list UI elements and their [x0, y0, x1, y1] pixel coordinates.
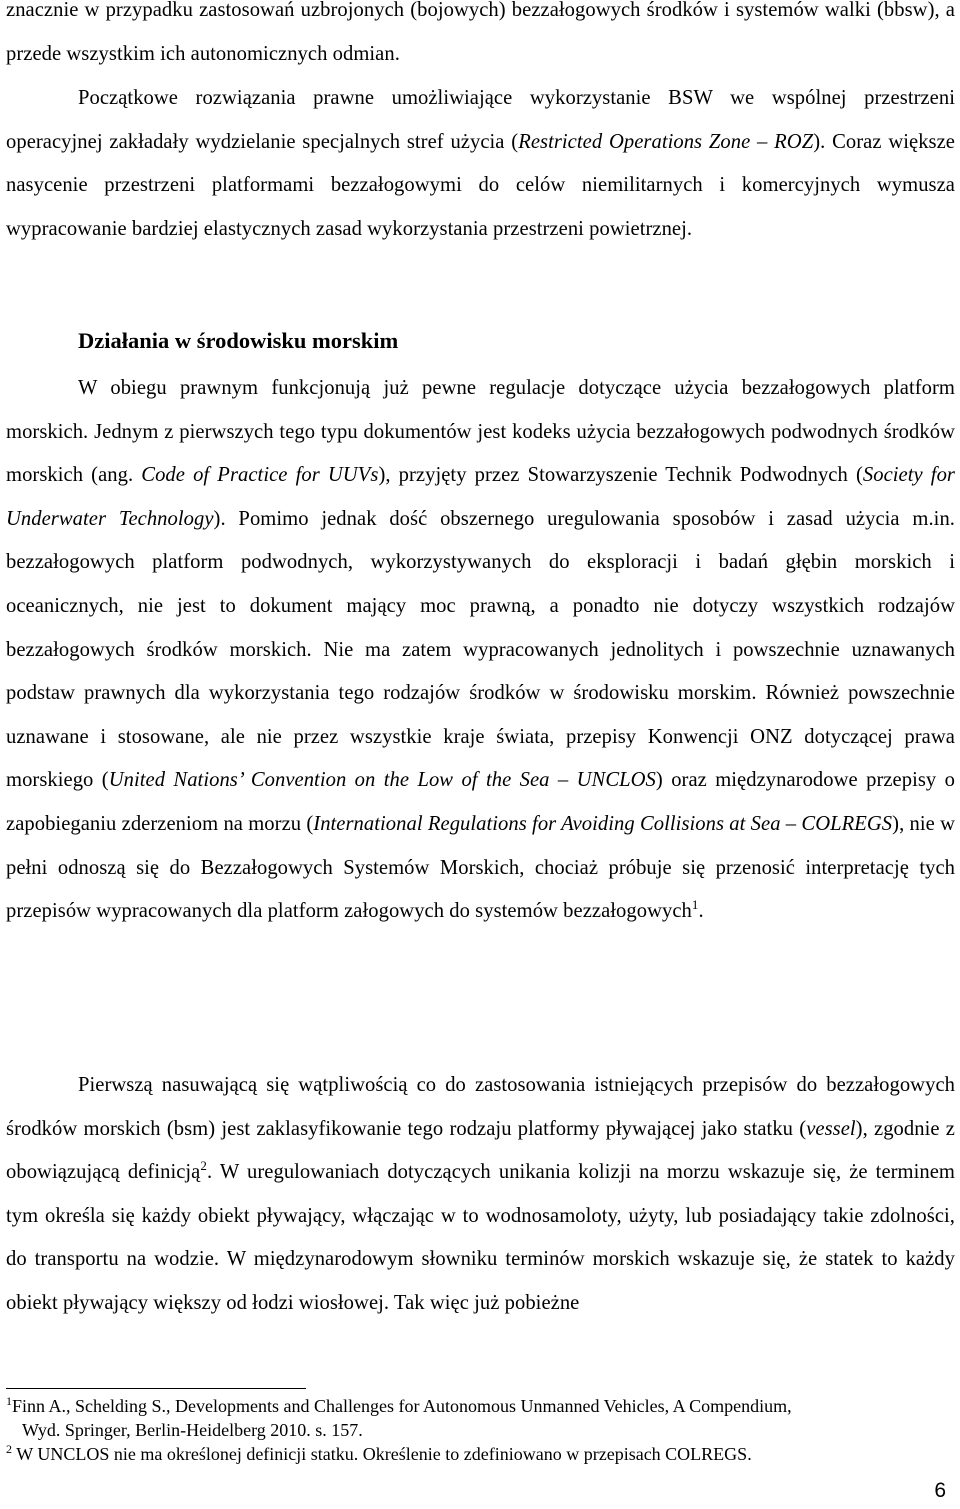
footnotes	[6, 1394, 955, 1466]
italic-term: United Nations’ Convention on the Low of the Sea – UNCLOS	[108, 769, 656, 792]
footnote-separator	[6, 1388, 306, 1389]
paragraph-text: . W uregulowaniach dotyczących unikania kolizji na morzu wskazuje się, że terminem tym określa się każdy obiekt pływający, włączając w to wodnosamoloty, użyty, lub posiadający takie zdolności, do transportu na wodzie. W międzynarodowym słowniku terminów morskich wskazuje się, że statek to każdy obiekt pływający większy od łodzi wiosłowej. Tak więc już pobieżne	[6, 1161, 955, 1314]
footnote-text: W UNCLOS nie ma określonej definicji statku. Określenie to zdefiniowano w przepisach COLREGS.	[16, 1444, 752, 1464]
italic-term: vessel	[806, 1117, 856, 1140]
italic-term: Restricted Operations Zone – ROZ	[518, 130, 814, 153]
footnote-reference[interactable]: 1	[691, 897, 699, 913]
footnote-number: 2	[6, 1442, 12, 1456]
paragraph-4	[6, 1064, 955, 1326]
paragraph-text: ), nie w pełni odnoszą się do Bezzałogowych Systemów Morskich, chociaż próbuje się przenosić interpretację tych przepisów wypracowanych dla platform załogowych do systemów bezzałogowych	[6, 812, 956, 923]
italic-term: International Regulations for Avoiding Collisions at Sea – COLREGS	[313, 812, 893, 835]
paragraph-1	[6, 0, 955, 76]
section-heading: Działania w środowisku morskim	[78, 328, 399, 353]
footnote-text: Wyd. Springer, Berlin-Heidelberg 2010. s. 157.	[22, 1420, 363, 1440]
paragraph-text: ). Coraz większe nasycenie przestrzeni platformami bezzałogowymi do celów niemilitarnych i komercyjnych wymusza wypracowanie bardziej elastycznych zasad wykorzystania przestrzeni powietrznej.	[6, 130, 956, 240]
footnote-text: Finn A., Schelding S., Developments and Challenges for Autonomous Unmanned Vehicles, A Compendium,	[12, 1396, 792, 1416]
footnote-number: 1	[6, 1394, 12, 1408]
paragraph-text: .	[698, 900, 704, 923]
paragraph-text: ). Pomimo jednak dość obszernego uregulowania sposobów i zasad użycia m.in. bezzałogowych platform podwodnych, wykorzystywanych do eksploracji i badań głębin morskich i oceanicznych, nie jest to dokument mający moc prawną, a ponadto nie dotyczy wszystkich rodzajów bezzałogowych środków morskich. Nie ma zatem wypracowanych jednolitych i powszechnie uznawanych podstaw prawnych dla wykorzystania tego rodzajów środków w środowisku morskim. Również powszechnie uznawane i stosowane, ale nie przez wszystkie kraje świata, przepisy Konwencji ONZ dotyczącej prawa morskiego (	[6, 507, 955, 792]
paragraph-text: znacznie w przypadku zastosowań uzbrojonych (bojowych) bezzałogowych środków i systemów walki (bbsw), a przede wszystkim ich autonomicznych odmian.	[6, 0, 955, 65]
footnote-2	[6, 1442, 955, 1466]
paragraph-text: Początkowe rozwiązania prawne umożliwiające wykorzystanie BSW we wspólnej przestrzeni operacyjnej zakładały wydzielanie specjalnych stref użycia (	[6, 87, 955, 153]
paragraph-text: W obiegu prawnym funkcjonują już pewne regulacje dotyczące użycia bezzałogowych platform morskich. Jednym z pierwszych tego typu dokumentów jest kodeks użycia bezzałogowych podwodnych środków morskich (ang.	[6, 377, 955, 487]
paragraph-2	[6, 77, 955, 251]
paragraph-3	[6, 367, 955, 934]
paragraph-text: ) oraz międzynarodowe przepisy o zapobieganiu zderzeniom na morzu (	[6, 769, 955, 835]
italic-term: Code of Practice for UUVs	[141, 464, 379, 487]
footnote-1	[6, 1394, 955, 1442]
italic-term: Society for Underwater Technology	[6, 464, 955, 530]
paragraph-text: Pierwszą nasuwającą się wątpliwością co do zastosowania istniejących przepisów do bezzałogowych środków morskich (bsm) jest zaklasyfikowanie tego rodzaju platformy pływającej jako statku (	[6, 1074, 955, 1140]
paragraph-text: ), przyjęty przez Stowarzyszenie Technik Podwodnych (	[378, 464, 863, 487]
paragraph-text: ), zgodnie z obowiązującą definicją	[6, 1117, 955, 1184]
footnote-reference[interactable]: 2	[200, 1158, 207, 1174]
page-number: 6	[934, 1479, 946, 1502]
